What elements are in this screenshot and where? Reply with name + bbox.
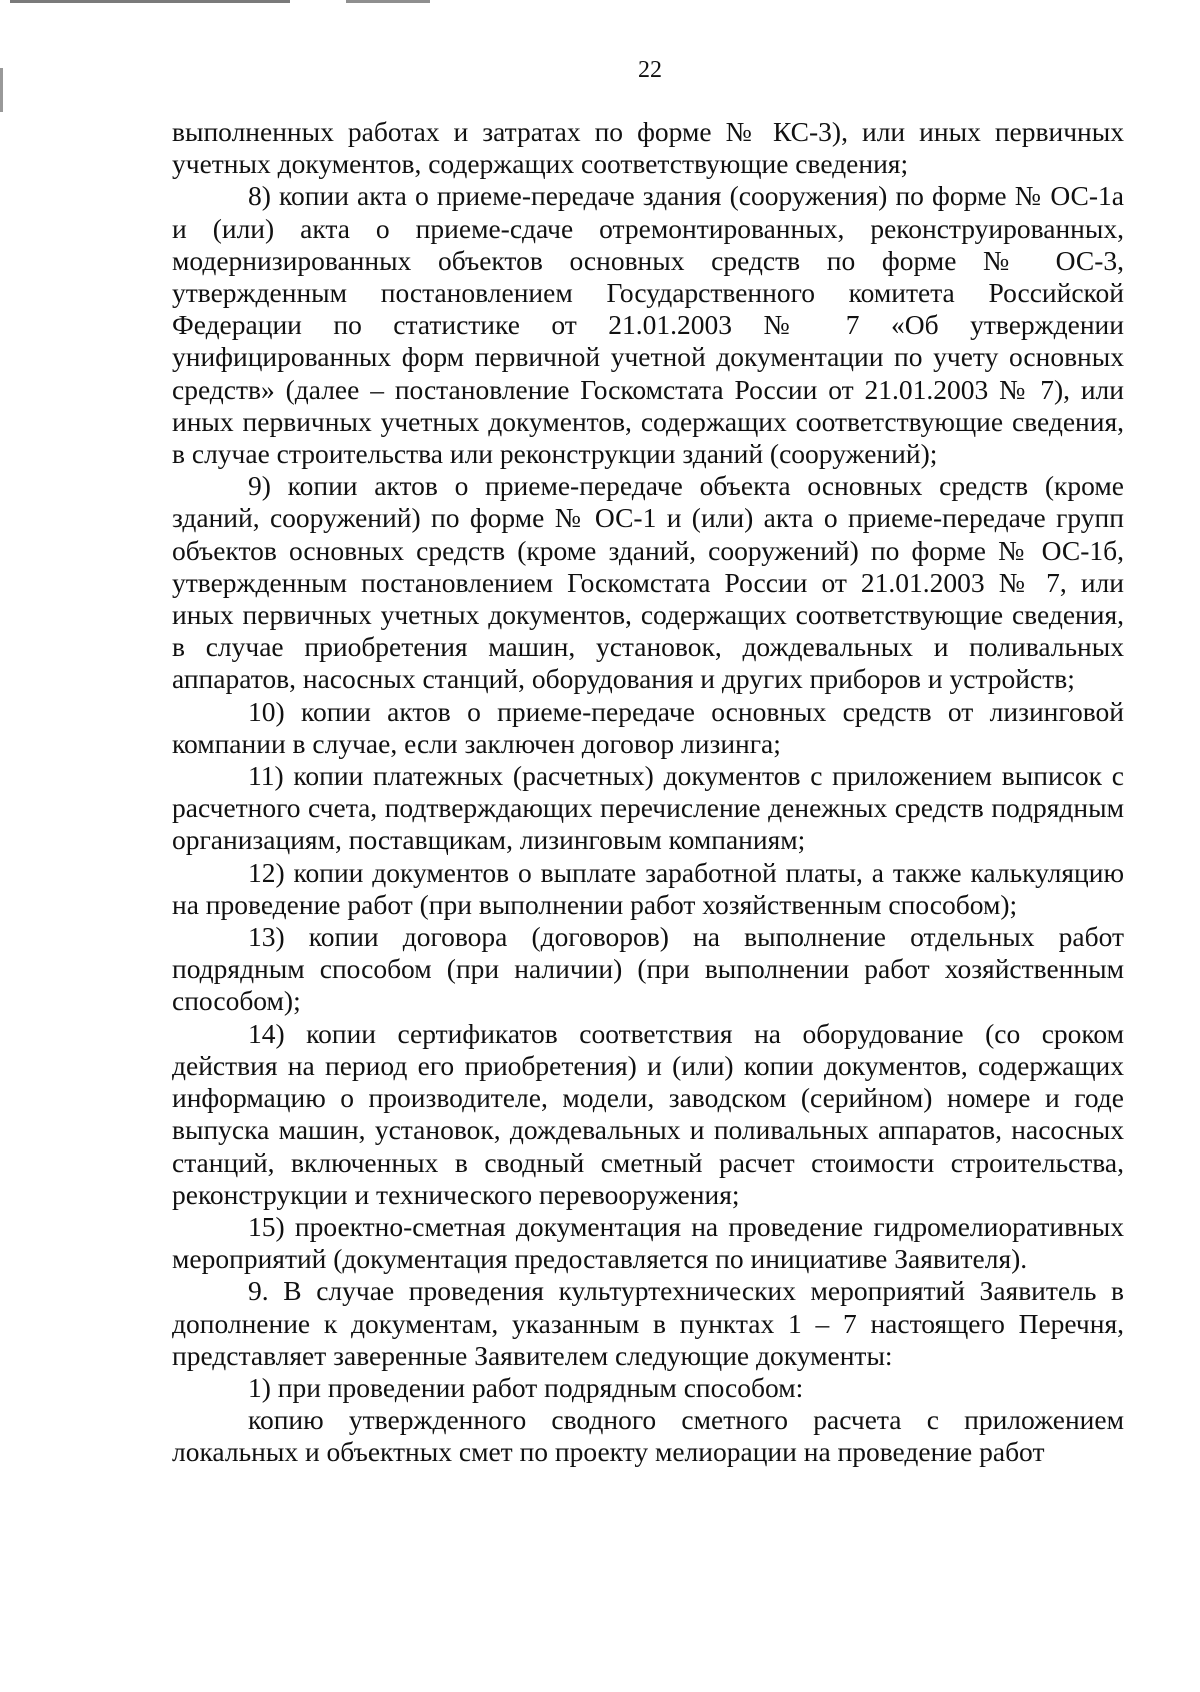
section-9: 9. В случае проведения культуртехнических мероприятий Заявитель в дополнение к документам, указанным в пунктах 1 – 7 настоящего Перечня, представляет заверенные Заявителем следующие документы: (172, 1275, 1124, 1371)
subitem-1-text: копию утвержденного сводного сметного расчета с приложением локальных и объектных смет по проекту мелиорации на проведение работ (172, 1404, 1124, 1468)
list-item-8: 8) копии акта о приеме-передаче здания (сооружения) по форме № ОС-1а и (или) акта о приеме-сдаче отремонтированных, реконструированных, модернизированных объектов основных средств по форме № ОС-3, утвержденным постановлением Государственного комитета Российской Федерации по статистике от 21.01.2003 № 7 «Об утверждении унифицированных форм первичной учетной документации по учету основных средств» (далее – постановление Госкомстата России от 21.01.2003 № 7), или иных первичных учетных документов, содержащих соответствующие сведения, в случае строительства или реконструкции зданий (сооружений); (172, 180, 1124, 470)
list-item-9: 9) копии актов о приеме-передаче объекта основных средств (кроме зданий, сооружений) по форме № ОС-1 и (или) акта о приеме-передаче групп объектов основных средств (кроме зданий, сооружений) по форме № ОС-1б, утвержденным постановлением Госкомстата России от 21.01.2003 № 7, или иных первичных учетных документов, содержащих соответствующие сведения, в случае приобретения машин, установок, дождевальных и поливальных аппаратов, насосных станций, оборудования и других приборов и устройств; (172, 470, 1124, 695)
list-item-10: 10) копии актов о приеме-передаче основных средств от лизинговой компании в случае, если заключен договор лизинга; (172, 695, 1124, 759)
list-item-15: 15) проектно-сметная документация на проведение гидромелиоративных мероприятий (документация предоставляется по инициативе Заявителя). (172, 1210, 1124, 1275)
document-body (172, 116, 1124, 1469)
list-item-13: 13) копии договора (договоров) на выполнение отдельных работ подрядным способом (при наличии) (при выполнении работ хозяйственным способом); (172, 921, 1124, 1017)
list-item-12: 12) копии документов о выплате заработной платы, а также калькуляцию на проведение работ (при выполнении работ хозяйственным способом); (172, 856, 1124, 920)
list-item-14: 14) копии сертификатов соответствия на оборудование (со сроком действия на период его приобретения) и (или) копии документов, содержащих информацию о производителе, модели, заводском (серийном) номере и годе выпуска машин, установок, дождевальных и поливальных аппаратов, насосных станций, включенных в сводный сметный расчет стоимости строительства, реконструкции и технического перевооружения; (172, 1017, 1124, 1210)
scan-edge-mark (10, 0, 710, 3)
paragraph-continuation: выполненных работах и затратах по форме № КС-3), или иных первичных учетных документов, содержащих соответствующие сведения; (172, 116, 1124, 180)
page-number: 22 (638, 57, 662, 83)
subitem-1: 1) при проведении работ подрядным способом: (248, 1371, 804, 1403)
list-item-11: 11) копии платежных (расчетных) документов с приложением выписок с расчетного счета, подтверждающих перечисление денежных средств подрядным организациям, поставщикам, лизинговым компаниям; (172, 760, 1124, 856)
